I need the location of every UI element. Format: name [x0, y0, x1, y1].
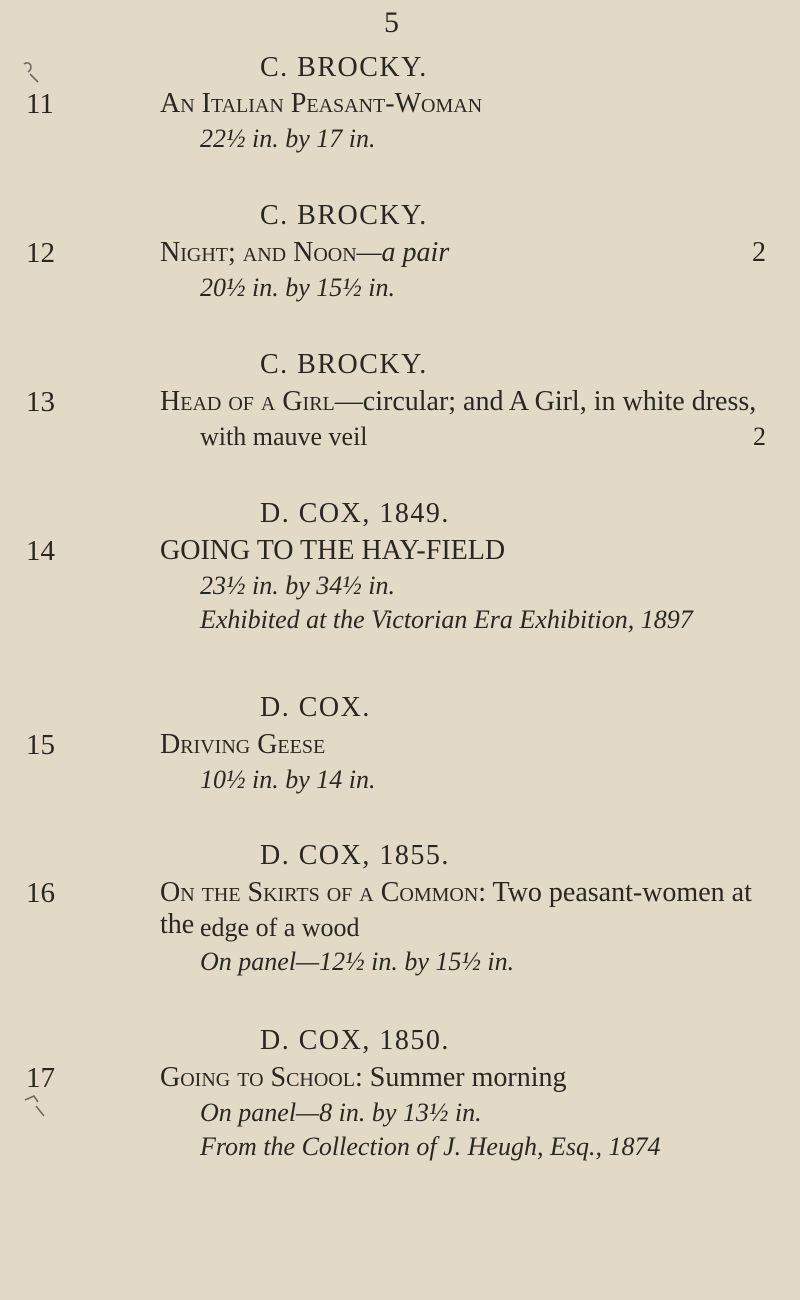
lot-12-title — [160, 237, 766, 269]
lot-11-title-text: An Italian Peasant-Woman — [160, 88, 483, 119]
lot-14-artist: D. COX, 1849. — [260, 498, 450, 529]
lot-17-title-rest: : Summer morning — [354, 1062, 567, 1093]
lot-17-artist: D. COX, 1850. — [260, 1025, 450, 1056]
lot-12-artist: C. BROCKY. — [260, 200, 428, 231]
lot-16-title-text: On the Skirts of a Common — [160, 877, 479, 908]
lot-14-title — [160, 535, 766, 567]
pencil-mark-icon — [22, 1092, 50, 1120]
lot-17-title-text: Going to School — [160, 1062, 355, 1093]
lot-13-quantity: 2 — [753, 422, 766, 451]
lot-16-dimensions: On panel—12½ in. by 15½ in. — [200, 947, 515, 976]
lot-15-number: 15 — [26, 729, 55, 761]
lot-13-continuation-text: with mauve veil — [200, 422, 368, 451]
lot-17-number: 17 — [26, 1062, 55, 1094]
lot-12-quantity: 2 — [752, 237, 766, 268]
lot-11-title — [160, 88, 766, 120]
lot-16-title-rest: : Two peasant-women at the — [160, 877, 752, 940]
lot-14-exhibition: Exhibited at the Victorian Era Exhibition, 1897 — [200, 605, 693, 634]
page-number: 5 — [384, 6, 399, 39]
lot-12-number: 12 — [26, 237, 55, 269]
lot-12-title-text: Night; and Noon — [160, 237, 357, 268]
lot-16-number: 16 — [26, 877, 55, 909]
lot-15-dimensions: 10½ in. by 14 in. — [200, 765, 376, 794]
lot-13-continuation — [200, 422, 766, 452]
lot-15-title-text: Driving Geese — [160, 729, 326, 760]
lot-15-artist: D. COX. — [260, 692, 371, 723]
lot-13-artist: C. BROCKY. — [260, 349, 428, 380]
lot-11-dimensions: 22½ in. by 17 in. — [200, 124, 376, 153]
lot-14-dimensions: 23½ in. by 34½ in. — [200, 571, 395, 600]
lot-14-title-text: GOING TO THE HAY-FIELD — [160, 535, 506, 566]
lot-16-continuation: edge of a wood — [200, 913, 360, 942]
lot-15-title — [160, 729, 766, 761]
lot-17-title — [160, 1062, 766, 1094]
lot-17-provenance: From the Collection of J. Heugh, Esq., 1874 — [200, 1132, 661, 1161]
lot-14-number: 14 — [26, 535, 55, 567]
lot-11-number: 11 — [26, 88, 54, 120]
lot-12-dimensions: 20½ in. by 15½ in. — [200, 273, 395, 302]
lot-13-number: 13 — [26, 386, 55, 418]
lot-16-artist: D. COX, 1855. — [260, 840, 450, 871]
lot-17-dimensions: On panel—8 in. by 13½ in. — [200, 1098, 482, 1127]
pencil-mark-icon — [20, 58, 44, 86]
lot-13-title-rest: —circular; and A Girl, in white dress, — [334, 386, 757, 417]
lot-13-title — [160, 386, 766, 418]
lot-11-artist: C. BROCKY. — [260, 52, 428, 83]
lot-13-title-text: Head of a Girl — [160, 386, 335, 417]
lot-12-title-rest: —a pair — [356, 237, 450, 268]
